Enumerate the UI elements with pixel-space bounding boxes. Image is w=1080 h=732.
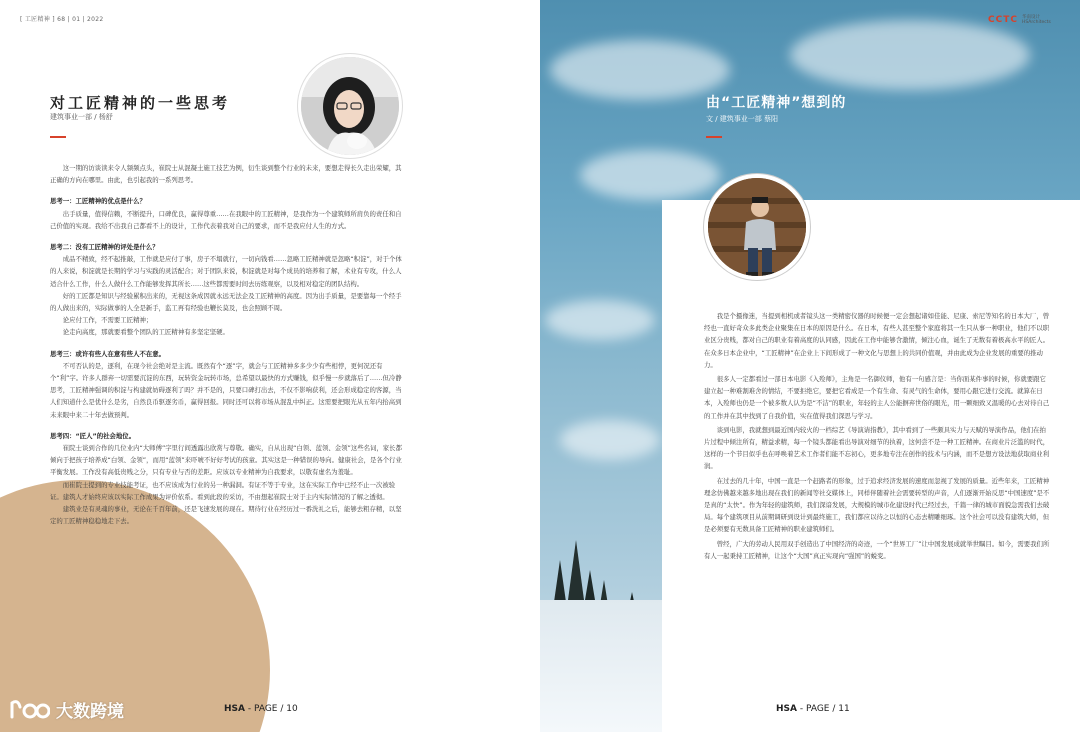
- left-article-title: 对工匠精神的一些思考: [50, 94, 231, 112]
- body-paragraph: 我是个摄像迷，当提到相机或者镜头这一类精密仪器的时候便一定会想起诸如佳能、尼康、索尼等知名的日本大厂，曾经也一直好奇众多此类企业聚集在日本的原因是什么。在日本，有些人甚至整个家庭将其一生只从事一种职业，他们不以职业区分贵贱，都对自己的职业有着高度的认同感，因此在工作中能够含激情，倾注心血，诞生了无数有着极高水平的匠人。在众多日本企业中，“工匠精神”在企业上下间形成了一种文化与思想上的共同价值观，并由此成为企业发展的重要的推动力。: [704, 312, 1050, 369]
- body-paragraph: 谈到电影，我就想到最近国内较火的一档综艺《导演请指教》，其中看到了一些颇具实力与天赋的导演作品，他们在拍片过程中倾注所有，精益求精，每一个镜头都能看出导演对细节的执着，这何尝不是一种工匠精神。在商业片泛滥的时代，这样的一个节目似乎也在呼唤着艺术工作者们能不忘初心，更多地专注在创作的技术与内涵，而不是想方设法地获取商业利润。: [704, 425, 1050, 471]
- page-brand: HSA: [776, 704, 797, 714]
- page-number-left: [224, 704, 298, 714]
- cctc-logo: [988, 15, 1051, 25]
- right-article-body: [704, 310, 1052, 564]
- body-paragraph: 这一期的访谈读来令人频频点头，崔院士从混凝土施工技艺为例，衍生谈到整个行业的未来，要想走得长久走出荣耀，其正确的方向在哪里。由此，也引起我的一系列思考。: [50, 164, 402, 185]
- body-paragraph: 成品不精致，经不起推敲，工作就是应付了事，房子不塌就行，一切向钱看……忽略工匠精神就是忽略“积淀”，对于个体的人来说，积淀就是长期的学习与实践的灵活配合；对于团队来说，积淀就是对每个成员的培养和了解，术业有专攻，什么人适合什么工作，什么人做什么工作能够发挥其所长……这些都需要时间去历练观察，以及相对稳定的团队结构。: [50, 255, 402, 288]
- left-article-author: 建筑事业一部 / 杨舒: [50, 113, 113, 121]
- logo-line-2: HSArchitects: [1021, 20, 1051, 25]
- author-portrait-right: [704, 174, 810, 280]
- body-paragraph: 好的工匠都是知识与经验累积出来的，无视这条成因就永远无法企及工匠精神的高度。因为出手质量，是要靠每一个经手的人做出来的，实际做事的人全是新手，监工再有经验也鞭长莫及，也会照顾不周。: [50, 291, 402, 313]
- paragraph-gap: [50, 232, 402, 241]
- page-brand: HSA: [224, 704, 245, 714]
- right-page: [540, 0, 1080, 732]
- title-accent-bar: [706, 136, 722, 138]
- body-paragraph: 出手质量，值得信赖，不断提升，口碑优良，赢得尊重……在我眼中的工匠精神，是我作为一个建筑师所肩负的责任和自己价值的实现。我给不出我自己都看不上的设计，工作代表着我对自己的要求，而不是我应付人生的方式。: [50, 209, 402, 230]
- author-portrait-left: [298, 54, 402, 158]
- page-separator: - PAGE /: [799, 704, 836, 714]
- body-paragraph: 论走向高度，那就要看整个团队的工匠精神有多坚定坚硬。: [62, 328, 229, 337]
- section-heading: 思考一：工匠精神的优点是什么？: [50, 197, 146, 206]
- page-number-value: 10: [286, 704, 298, 714]
- body-paragraph: 很多人一定都看过一部日本电影《入殓师》，主角是一名御仪师，他有一句感言是：当你面某件事的时候，你就要跟它建立起一种难割难舍的情结，不要拒绝它，要把它看成是一个有生命、有灵气的生命体，要用心跟它进行交流。就算在日本，入殓师也仍是一个被多数人认为是“不洁”的职业，年轻的主人公能摒弃世俗的眼光，用一颗细致又温暖的心去对待自己的工作并在其中找到了自我价值，实在值得我们深思与学习。: [704, 375, 1050, 420]
- body-paragraph: 曾经，广大的劳动人民用双手创造出了中国经济的奇迹，一个“世界工厂”让中国发展成就举世瞩目。如今，需要我们所有人一起秉持工匠精神，让这个“大国”真正实现向“强国”的蜕变。: [704, 539, 1050, 560]
- section-heading: 思考三：或许有些人在意有些人不在意。: [50, 349, 166, 358]
- body-paragraph: 而崔院士提到的专业技能考证，也不应该成为行业的另一种漏洞。有证不等于专业，这在实际工作中已经不止一次被验证。建筑人才始终应该以实际工作成果为评价依系。看到此段的采访，不由想起崔院士对于主内实际情况的了解之透彻。: [50, 480, 396, 501]
- body-paragraph: 在过去的几十年，中国一直是一个赶路者的形象，过于追求经济发展的速度而忽视了发展的质量。近些年来，工匠精神理念仿佛越来越多地出现在我们的新闻等社交媒体上，同样伴随着社会需要转型的声音，人们逐渐开始反思“中国速度”是不是真的“太快”。作为年轻的建筑师，我们深谙发展，大规模的城市化建设时代已经过去，千篇一律的城市面貌急需我们去破局。每个建筑项目从前期调研到设计到最终施工，我们都应以待之以恒的心态去精雕细琢。这个社会可以没有建筑大师，但是必须要有无数具备工匠精神的职业建筑师们。: [704, 476, 1050, 534]
- logo-mark: CCTC: [988, 15, 1018, 25]
- body-paragraph: 建筑业是有灵魂的事业，无论在千百年前，还是飞速发展的现在。期待行业在经历过一番洗礼之后，能够去粗存精，以坚定的工匠精神稳稳地走下去。: [50, 505, 402, 526]
- section-heading: 思考四：“匠人”的社会地位。: [50, 431, 136, 440]
- paragraph-gap: [50, 186, 402, 195]
- logo-line-1: 华南设计: [1021, 15, 1040, 20]
- watermark-text: 大数跨境: [56, 701, 124, 722]
- watermark-logo-icon: [8, 695, 50, 723]
- left-article-body: [50, 162, 402, 527]
- page-separator: - PAGE /: [247, 704, 284, 714]
- body-paragraph: 崔院士谈到合作的几位业内“大师傅”字里行间透露出欣赏与尊敬。确实，自从出现“白领、蓝领、金领”这些名词，家长都倾向于把孩子培养成“白领、金领”，而用“蓝领”来吓唬不好好考试的孩童。其实这是一种错误的导向。健康社会，是各个行业平衡发展。工作没有高低贵贱之分，只有专业与否的差距。应该以专业精神为自我要求，以敬有虚名为羞耻。: [50, 444, 402, 477]
- issue-meta: [ 工匠精神 ] 68 | 01 | 2022: [20, 16, 104, 23]
- title-accent-bar: [50, 136, 66, 138]
- body-paragraph: 不可否认的是，逐利，在现今社会绝对是主流。既然有个“逐”字，就会与工匠精神多多少少有些相悖，更何况还有个“利”字。许多人群弃一切需要沉淀的东西，玩转资金玩转市场，总希望以最快的方式赚钱，似乎慢一步就落后了……但冷静思考，工匠精神强调的积淀与构建就妨碍逐利了吗？并不是的，只要口碑打出去，不仅不影响获利，还会形成稳定的客源，当人们知道什么是优什么是劣，自然良币驱逐劣币，赢得回报。同时还可以将市场从混乱中纠正。这需要把眼光从五年内抬高到未来眼中来二十年去做预判。: [50, 361, 402, 419]
- logo-text: [1022, 15, 1051, 25]
- page-number-right: [776, 704, 850, 714]
- watermark: [8, 695, 124, 723]
- paragraph-gap: [50, 421, 402, 430]
- section-heading: 思考二：没有工匠精神的评处是什么？: [50, 243, 159, 252]
- paragraph-gap: [50, 339, 402, 348]
- right-article-author: 文 / 建筑事业一部 蔡阳: [706, 115, 779, 123]
- body-paragraph: 论应付工作，不需要工匠精神；: [62, 316, 153, 325]
- right-article-title: 由“工匠精神”想到的: [706, 95, 847, 111]
- page-number-value: 11: [838, 704, 850, 714]
